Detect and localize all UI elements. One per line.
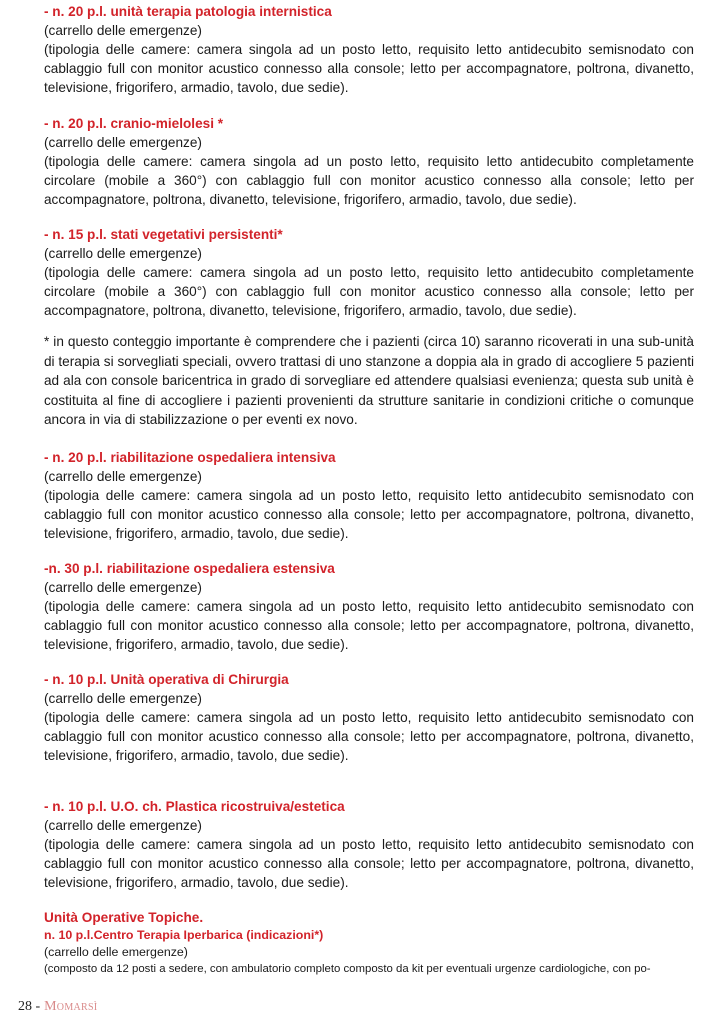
section-body: (tipologia delle camere: camera singola ad un posto letto, requisito letto antidecubito semisnodato con cablaggio full con monitor acustico connesso alla console; letto per accompagnatore, poltrona, divanetto, televisione, frigorifero, armadio, tavolo, due sedie). [44,837,694,890]
section-unita-topiche [44,908,694,977]
topiche-heading: Unità Operative Topiche. [44,910,204,925]
section-chirurgia [44,670,694,765]
section-title: - n. 20 p.l. riabilitazione ospedaliera intensiva [44,450,336,465]
section-internistica [44,2,694,97]
footnote-paragraph: * in questo conteggio importante è comprendere che i pazienti (circa 10) saranno ricoverati in una sub-unità di terapia si sorvegliati speciali, ovvero trattasi di uno stanzone a doppia ala in grado di accogliere 5 pazienti ad ala con console baricentrica in grado di sorvegliare ed attendere qualsiasi evenienza; questa sub unità è costituita al fine di accogliere i pazienti provenienti da strutture sanitarie in condizioni critiche o comunque ancora in via di stabilizzazione o per eventi ex novo. [44,334,694,428]
footer-brand: Momarsì [44,999,98,1014]
section-body: (tipologia delle camere: camera singola ad un posto letto, requisito letto antidecubito semisnodato con cablaggio full con monitor acustico connesso alla console; letto per accompagnatore, poltrona, divanetto, televisione, frigorifero, armadio, tavolo, due sedie). [44,599,694,652]
section-subtitle: (carrello delle emergenze) [44,135,202,150]
page-number: 28 - [18,999,41,1014]
section-body: (tipologia delle camere: camera singola ad un posto letto, requisito letto antidecubito completamente circolare (mobile a 360°) con cablaggio full con monitor acustico connesso alla console; letto per accompagnatore, poltrona, divanetto, televisione, frigorifero, armadio, tavolo, due sedie). [44,265,694,318]
section-subtitle: (carrello delle emergenze) [44,691,202,706]
section-subtitle: (carrello delle emergenze) [44,818,202,833]
section-cranio-mielolesi [44,114,694,209]
section-riabilitazione-estensiva [44,559,694,654]
section-subtitle: (carrello delle emergenze) [44,246,202,261]
section-subtitle: (carrello delle emergenze) [44,580,202,595]
section-title: - n. 20 p.l. unità terapia patologia internistica [44,4,332,19]
section-title: -n. 30 p.l. riabilitazione ospedaliera estensiva [44,561,335,576]
topiche-body: (composto da 12 posti a sedere, con ambulatorio completo composto da kit per eventuali urgenze cardiologiche, con po- [44,963,651,975]
section-title: - n. 15 p.l. stati vegetativi persistenti* [44,227,283,242]
section-title: - n. 10 p.l. Unità operativa di Chirurgia [44,672,289,687]
section-body: (tipologia delle camere: camera singola ad un posto letto, requisito letto antidecubito semisnodato con cablaggio full con monitor acustico connesso alla console; letto per accompagnatore, poltrona, divanetto, televisione, frigorifero, armadio, tavolo, due sedie). [44,710,694,763]
topiche-subtitle: (carrello delle emergenze) [44,945,188,959]
section-riabilitazione-intensiva [44,448,694,543]
section-subtitle: (carrello delle emergenze) [44,23,202,38]
section-body: (tipologia delle camere: camera singola ad un posto letto, requisito letto antidecubito semisnodato con cablaggio full con monitor acustico connesso alla console; letto per accompagnatore, poltrona, divanetto, televisione, frigorifero, armadio, tavolo, due sedie). [44,488,694,541]
section-title: - n. 10 p.l. U.O. ch. Plastica ricostruiva/estetica [44,799,345,814]
section-title: - n. 20 p.l. cranio-mielolesi * [44,116,224,131]
topiche-title: n. 10 p.l.Centro Terapia Iperbarica (indicazioni*) [44,928,324,942]
section-stati-vegetativi [44,225,694,320]
section-chirurgia-plastica [44,797,694,892]
section-body: (tipologia delle camere: camera singola ad un posto letto, requisito letto antidecubito completamente circolare (mobile a 360°) con cablaggio full con monitor acustico connesso alla console; letto per accompagnatore, poltrona, divanetto, televisione, frigorifero, armadio, tavolo, due sedie). [44,154,694,207]
section-subtitle: (carrello delle emergenze) [44,469,202,484]
page-footer [18,996,98,1016]
section-body: (tipologia delle camere: camera singola ad un posto letto, requisito letto antidecubito semisnodato con cablaggio full con monitor acustico connesso alla console; letto per accompagnatore, poltrona, divanetto, televisione, frigorifero, armadio, tavolo, due sedie). [44,42,694,95]
